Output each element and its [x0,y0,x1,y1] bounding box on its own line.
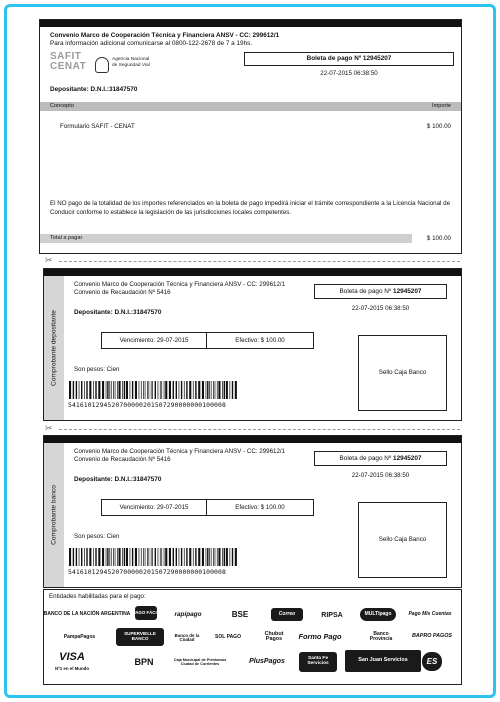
barcode-bar [73,381,74,399]
barcode-bar [222,381,223,399]
logo-pago-mis-cuentas: Pago Mis Cuentas [408,611,452,617]
logo-san-juan-servicios: San Juan Servicios [345,650,421,672]
barcode-bar [126,381,128,399]
barcode-bar [195,381,196,399]
barcode-bar [119,548,121,566]
barcode-bar [141,548,142,566]
stub-sello: Sello Caja Banco [358,335,447,411]
barcode-bar [222,548,223,566]
barcode-bar [113,548,114,566]
barcode-bar [202,381,204,399]
stub-side-label: Comprobante depositante [44,276,64,420]
barcode [69,381,239,399]
stub-convenio: Convenio Marco de Cooperación Técnica y Financiera ANSV - CC: 299612/1 [74,448,286,455]
logo-bapro-pagos: BAPRO PAGOS [411,632,453,639]
stub-date: 22-07-2015 06:38:50 [351,305,410,312]
logo-es: ES [422,652,442,671]
logo-santa-fe-servicios: Santa Fe Servicios [299,652,337,672]
barcode-bar [147,548,148,566]
barcode-number: 5416101294520700000201507290000000100008 [68,401,226,409]
barcode [69,548,239,566]
scissors-icon: ✂ [45,255,53,265]
barcode-bar [149,548,150,566]
barcode-bar [179,381,180,399]
barcode-bar [186,381,187,399]
barcode-bar [93,381,94,399]
barcode-bar [73,548,74,566]
barcode-bar [117,548,118,566]
barcode-bar [106,381,107,399]
barcode-bar [181,381,182,399]
barcode-bar [202,548,204,566]
barcode-bar [89,548,91,566]
stub-date: 22-07-2015 06:38:50 [351,472,410,479]
logo-bse: BSE [231,609,249,619]
concept-item: Formulario SAFIT - CENAT [60,123,135,130]
barcode-bar [109,381,110,399]
barcode-bar [158,381,159,399]
barcode-bar [213,381,214,399]
barcode-bar [217,381,218,399]
barcode-bar [119,381,121,399]
safit-cenat-logo: SAFIT CENAT [50,51,87,72]
barcode-bar [124,548,125,566]
barcode-bar [164,381,165,399]
barcode-bar [198,381,200,399]
barcode-bar [122,548,123,566]
barcode-bar [115,548,116,566]
barcode-bar [193,381,194,399]
barcode-bar [76,381,77,399]
stub-son-pesos: Son pesos: Cien [74,366,120,373]
concept-amount: $ 100.00 [426,123,451,130]
barcode-bar [161,548,162,566]
logo-caja-municipal-corrientes: Caja Municipal de Préstamos Ciudad de Corrientes [173,658,227,666]
cut-line [45,257,460,265]
barcode-bar [235,548,237,566]
barcode-bar [98,548,100,566]
barcode-bar [207,381,208,399]
slip-title: Convenio Marco de Cooperación Técnica y Financiera ANSV - CC: 299612/1 [50,32,280,39]
barcode-bar [141,381,142,399]
barcode-bar [76,548,77,566]
logo-visa-tagline: Nº1 en el Mundo [54,665,90,671]
logo-multipago: MULTIpago [360,608,396,621]
barcode-bar [151,548,152,566]
barcode-bar [209,381,210,399]
logo-visa: VISA [59,650,85,663]
stub-vencimiento: Vencimiento: 29-07-2015 [101,499,207,516]
barcode-bar [145,381,146,399]
scissors-icon: ✂ [45,423,53,433]
barcode-bar [173,381,174,399]
barcode-bar [81,381,82,399]
logo-supervielle: SUPERVIELLE BANCO [116,628,164,646]
barcode-bar [189,548,191,566]
barcode-bar [184,381,185,399]
barcode-bar [145,548,146,566]
barcode-bar [139,381,140,399]
barcode-bar [160,381,161,399]
logo-bpn: BPN [134,656,154,667]
barcode-bar [86,548,87,566]
total-amount: $ 100.00 [426,235,451,242]
barcode-bar [111,548,112,566]
barcode-bar [184,548,185,566]
stub-top-bar [44,436,461,443]
barcode-bar [139,548,140,566]
barcode-bar [86,381,87,399]
barcode-bar [230,381,231,399]
barcode-bar [106,548,107,566]
barcode-bar [135,548,137,566]
stub-convenio: Convenio Marco de Cooperación Técnica y Financiera ANSV - CC: 299612/1 [74,281,286,288]
logo-correo: Correo [271,608,303,621]
barcode-bar [160,548,161,566]
barcode-bar [176,548,177,566]
barcode-bar [147,381,148,399]
depositante: Depositante: D.N.I.:31847570 [50,86,138,93]
barcode-bar [189,381,191,399]
barcode-bar [164,548,165,566]
stub-depositante [43,268,462,421]
barcode-number: 5416101294520700000201507290000000100008 [68,568,226,576]
stub-depositante-dni: Depositante: D.N.I.:31847570 [74,476,162,483]
barcode-bar [155,381,156,399]
barcode-bar [151,381,152,399]
barcode-bar [161,381,162,399]
barcode-bar [181,548,182,566]
cut-line [45,425,460,433]
barcode-bar [232,381,233,399]
barcode-bar [132,381,133,399]
stub-top-bar [44,269,461,276]
barcode-bar [84,548,85,566]
logo-formo-pago: Formo Pago [298,631,342,641]
stub-side-label: Comprobante banco [44,443,64,587]
issue-date: 22-07-2015 06:38:50 [320,70,378,77]
barcode-bar [107,381,108,399]
barcode-bar [98,381,100,399]
stub-boleta: Boleta de pago Nº 12945207 [314,451,447,466]
barcode-bar [95,548,96,566]
barcode-bar [224,381,225,399]
barcode-bar [209,548,210,566]
barcode-bar [79,548,80,566]
barcode-bar [224,548,225,566]
barcode-bar [195,548,196,566]
barcode-bar [149,381,150,399]
col-concepto: Concepto [50,103,74,109]
stub-son-pesos: Son pesos: Cien [74,533,120,540]
barcode-bar [207,548,208,566]
stub-depositante-dni: Depositante: D.N.I.:31847570 [74,309,162,316]
barcode-bar [122,381,123,399]
barcode-bar [215,381,216,399]
barcode-bar [95,381,96,399]
logo-pampapagos: PampaPagos [63,633,96,640]
barcode-bar [217,548,218,566]
barcode-bar [198,548,200,566]
barcode-bar [165,548,167,566]
slip-top-bar [40,20,461,27]
barcode-bar [81,548,82,566]
col-importe: Importe [432,103,451,109]
barcode-bar [206,381,207,399]
barcode-bar [211,381,212,399]
barcode-bar [132,548,133,566]
barcode-bar [152,381,153,399]
barcode-bar [79,381,80,399]
barcode-bar [169,381,171,399]
stub-efectivo: Efectivo: $ 100.00 [207,499,314,516]
total-label: Total a pagar [40,234,412,243]
barcode-bar [126,548,128,566]
barcode-bar [179,548,180,566]
barcode-bar [155,548,156,566]
table-header [40,102,461,111]
barcode-bar [226,381,228,399]
barcode-bar [232,548,233,566]
barcode-bar [206,548,207,566]
logo-rapipago: rapipago [174,610,202,618]
barcode-bar [111,381,112,399]
barcode-bar [102,548,104,566]
barcode-bar [69,548,71,566]
stub-sello: Sello Caja Banco [358,502,447,578]
slip-info: Para información adicional comunicarse al 0800-122-2678 de 7 a 19hs. [50,40,253,47]
stub-boleta: Boleta de pago Nº 12945207 [314,284,447,299]
barcode-bar [102,381,104,399]
barcode-bar [109,548,110,566]
ansv-emblem-icon [95,57,109,73]
logo-pluspagos: PlusPagos [249,658,285,665]
barcode-bar [193,548,194,566]
entities-title: Entidades habilitadas para el pago: [49,593,146,600]
stub-vencimiento: Vencimiento: 29-07-2015 [101,332,207,349]
barcode-bar [143,381,144,399]
barcode-bar [165,381,167,399]
barcode-bar [213,548,214,566]
barcode-bar [235,381,237,399]
barcode-bar [211,548,212,566]
logo-banco-provincia: Banco Provincia [369,631,393,642]
stub-efectivo: Efectivo: $ 100.00 [207,332,314,349]
barcode-bar [84,381,85,399]
stub-recaudacion: Convenio de Recaudación Nº 5416 [74,289,171,296]
barcode-bar [143,548,144,566]
legal-note: El NO pago de la totalidad de los importes referenciados en la boleta de pago impedirá iniciar el trámite correspondiente a la Licencia Nacional de Conducir conforme lo establece la legislación de las jurisdicciones locales competentes. [50,200,451,216]
barcode-bar [218,381,220,399]
barcode-bar [115,381,116,399]
payment-slip [39,19,462,254]
barcode-bar [169,548,171,566]
barcode-bar [69,381,71,399]
barcode-bar [152,548,153,566]
barcode-bar [215,548,216,566]
barcode-bar [124,381,125,399]
barcode-bar [130,548,131,566]
barcode-bar [186,548,187,566]
barcode-bar [107,548,108,566]
logo-pago-facil: PAGO FÁCIL [135,606,157,620]
payment-entities [43,589,462,685]
logo-ripsa: RIPSA [321,611,343,619]
barcode-bar [226,548,228,566]
logo-chubut-pagos: Chubut Pagos [264,630,284,642]
barcode-bar [158,548,159,566]
barcode-bar [93,548,94,566]
barcode-bar [117,381,118,399]
barcode-bar [89,381,91,399]
stub-banco [43,435,462,588]
logo-banco-nacion: BANCO DE LA NACIÓN ARGENTINA [43,610,131,617]
barcode-bar [135,381,137,399]
barcode-bar [218,548,220,566]
barcode-bar [176,381,177,399]
boleta-number: Boleta de pago Nº 12945207 [244,52,454,66]
ansv-logo: Agencia Nacional de Seguridad Vial [95,56,155,76]
logo-banco-ciudad: Banco de la Ciudad [174,632,200,642]
stub-recaudacion: Convenio de Recaudación Nº 5416 [74,456,171,463]
barcode-bar [230,548,231,566]
barcode-bar [130,381,131,399]
barcode-bar [173,548,174,566]
barcode-bar [113,381,114,399]
logo-sol-pago: SOL PAGO [215,633,241,640]
